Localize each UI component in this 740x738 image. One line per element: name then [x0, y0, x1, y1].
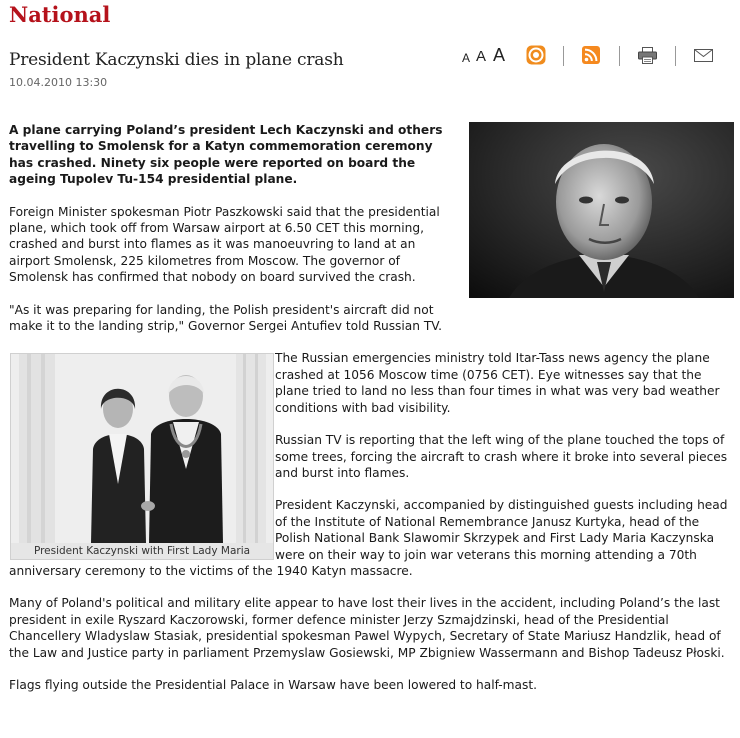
article-body: [9, 122, 733, 693]
article-lead: A plane carrying Poland’s president Lech Kaczynski and others travelling to Smolensk for a Katyn commemoration ceremony has crashed. Ninety six people were reported on board the ageing Tupolev Tu-154 presidential plane.: [9, 123, 443, 187]
email-icon[interactable]: [694, 49, 713, 62]
article-paragraph: The Russian emergencies ministry told Itar-Tass news agency the plane crashed at 1056 Moscow time (0756 CET). Eye witnesses say that the plane tried to land no less than four times in what was very bad weather conditions with bad visibility.: [275, 351, 720, 415]
article-paragraph-quote: "As it was preparing for landing, the Polish president's aircraft did not make it to the landing strip," Governor Sergei Antufiev told Russian TV.: [9, 302, 442, 334]
article-paragraph: Foreign Minister spokesman Piotr Paszkowski said that the presidential plane, which took off from Warsaw airport at 6.50 CET this morning, crashed and burst into flames as it was manoeuvring to land at an airport Smolensk, 225 kilometres from Moscow. The governor of Smolensk has confirmed that nobody on board survived the crash.: [9, 204, 440, 285]
inline-photo-float-spacer: [9, 350, 275, 562]
toolbar-divider: [675, 46, 676, 66]
font-size-small-button[interactable]: A: [462, 51, 471, 65]
article-paragraph: Many of Poland's political and military elite appear to have lost their lives in the accident, including Poland’s the last president in exile Ryszard Kaczorowski, former defence minister Jerzy Szmajdzinski, head of the Presidential Chancellery Wladyslaw Stasiak, presidential spokesman Pawel Wypych, Secretary of State Mariusz Handzlik, head of the Law and Justice party in parliament Przemyslaw Gosiewski, MP Zbigniew Wassermann and Bishop Tadeusz Płoski.: [9, 596, 725, 660]
article-paragraph: Flags flying outside the Presidential Palace in Warsaw have been lowered to half-mast.: [9, 677, 537, 692]
article-dateline: 10.04.2010 13:30: [9, 76, 108, 89]
font-size-large-button[interactable]: A: [493, 45, 506, 65]
photo-caption: President Kaczynski with First Lady Maria: [11, 543, 273, 559]
section-title: National: [9, 2, 111, 27]
print-icon[interactable]: [638, 47, 657, 64]
rss-icon[interactable]: [582, 46, 600, 64]
article-paragraph: President Kaczynski, accompanied by distinguished guests including head of the Institute of National Remembrance Janusz Kurtyka, head of the Polish National Bank Slawomir Skrzypek and First Lady Maria Kaczynska were on their way to join war veterans this morning attending a 70th anniversary ceremony to the victims of the 1940 Katyn massacre.: [9, 498, 728, 578]
toolbar-divider: [619, 46, 620, 66]
article-toolbar: [462, 44, 734, 70]
article-headline: President Kaczynski dies in plane crash: [9, 50, 344, 70]
portrait-float-spacer: [468, 122, 733, 312]
font-size-medium-button[interactable]: A: [476, 48, 487, 65]
article-paragraph: Russian TV is reporting that the left wing of the plane touched the tops of some trees, forcing the aircraft to crash where it broke into several pieces and burst into flames.: [275, 433, 728, 480]
audio-icon[interactable]: [526, 45, 546, 65]
toolbar-divider: [563, 46, 564, 66]
